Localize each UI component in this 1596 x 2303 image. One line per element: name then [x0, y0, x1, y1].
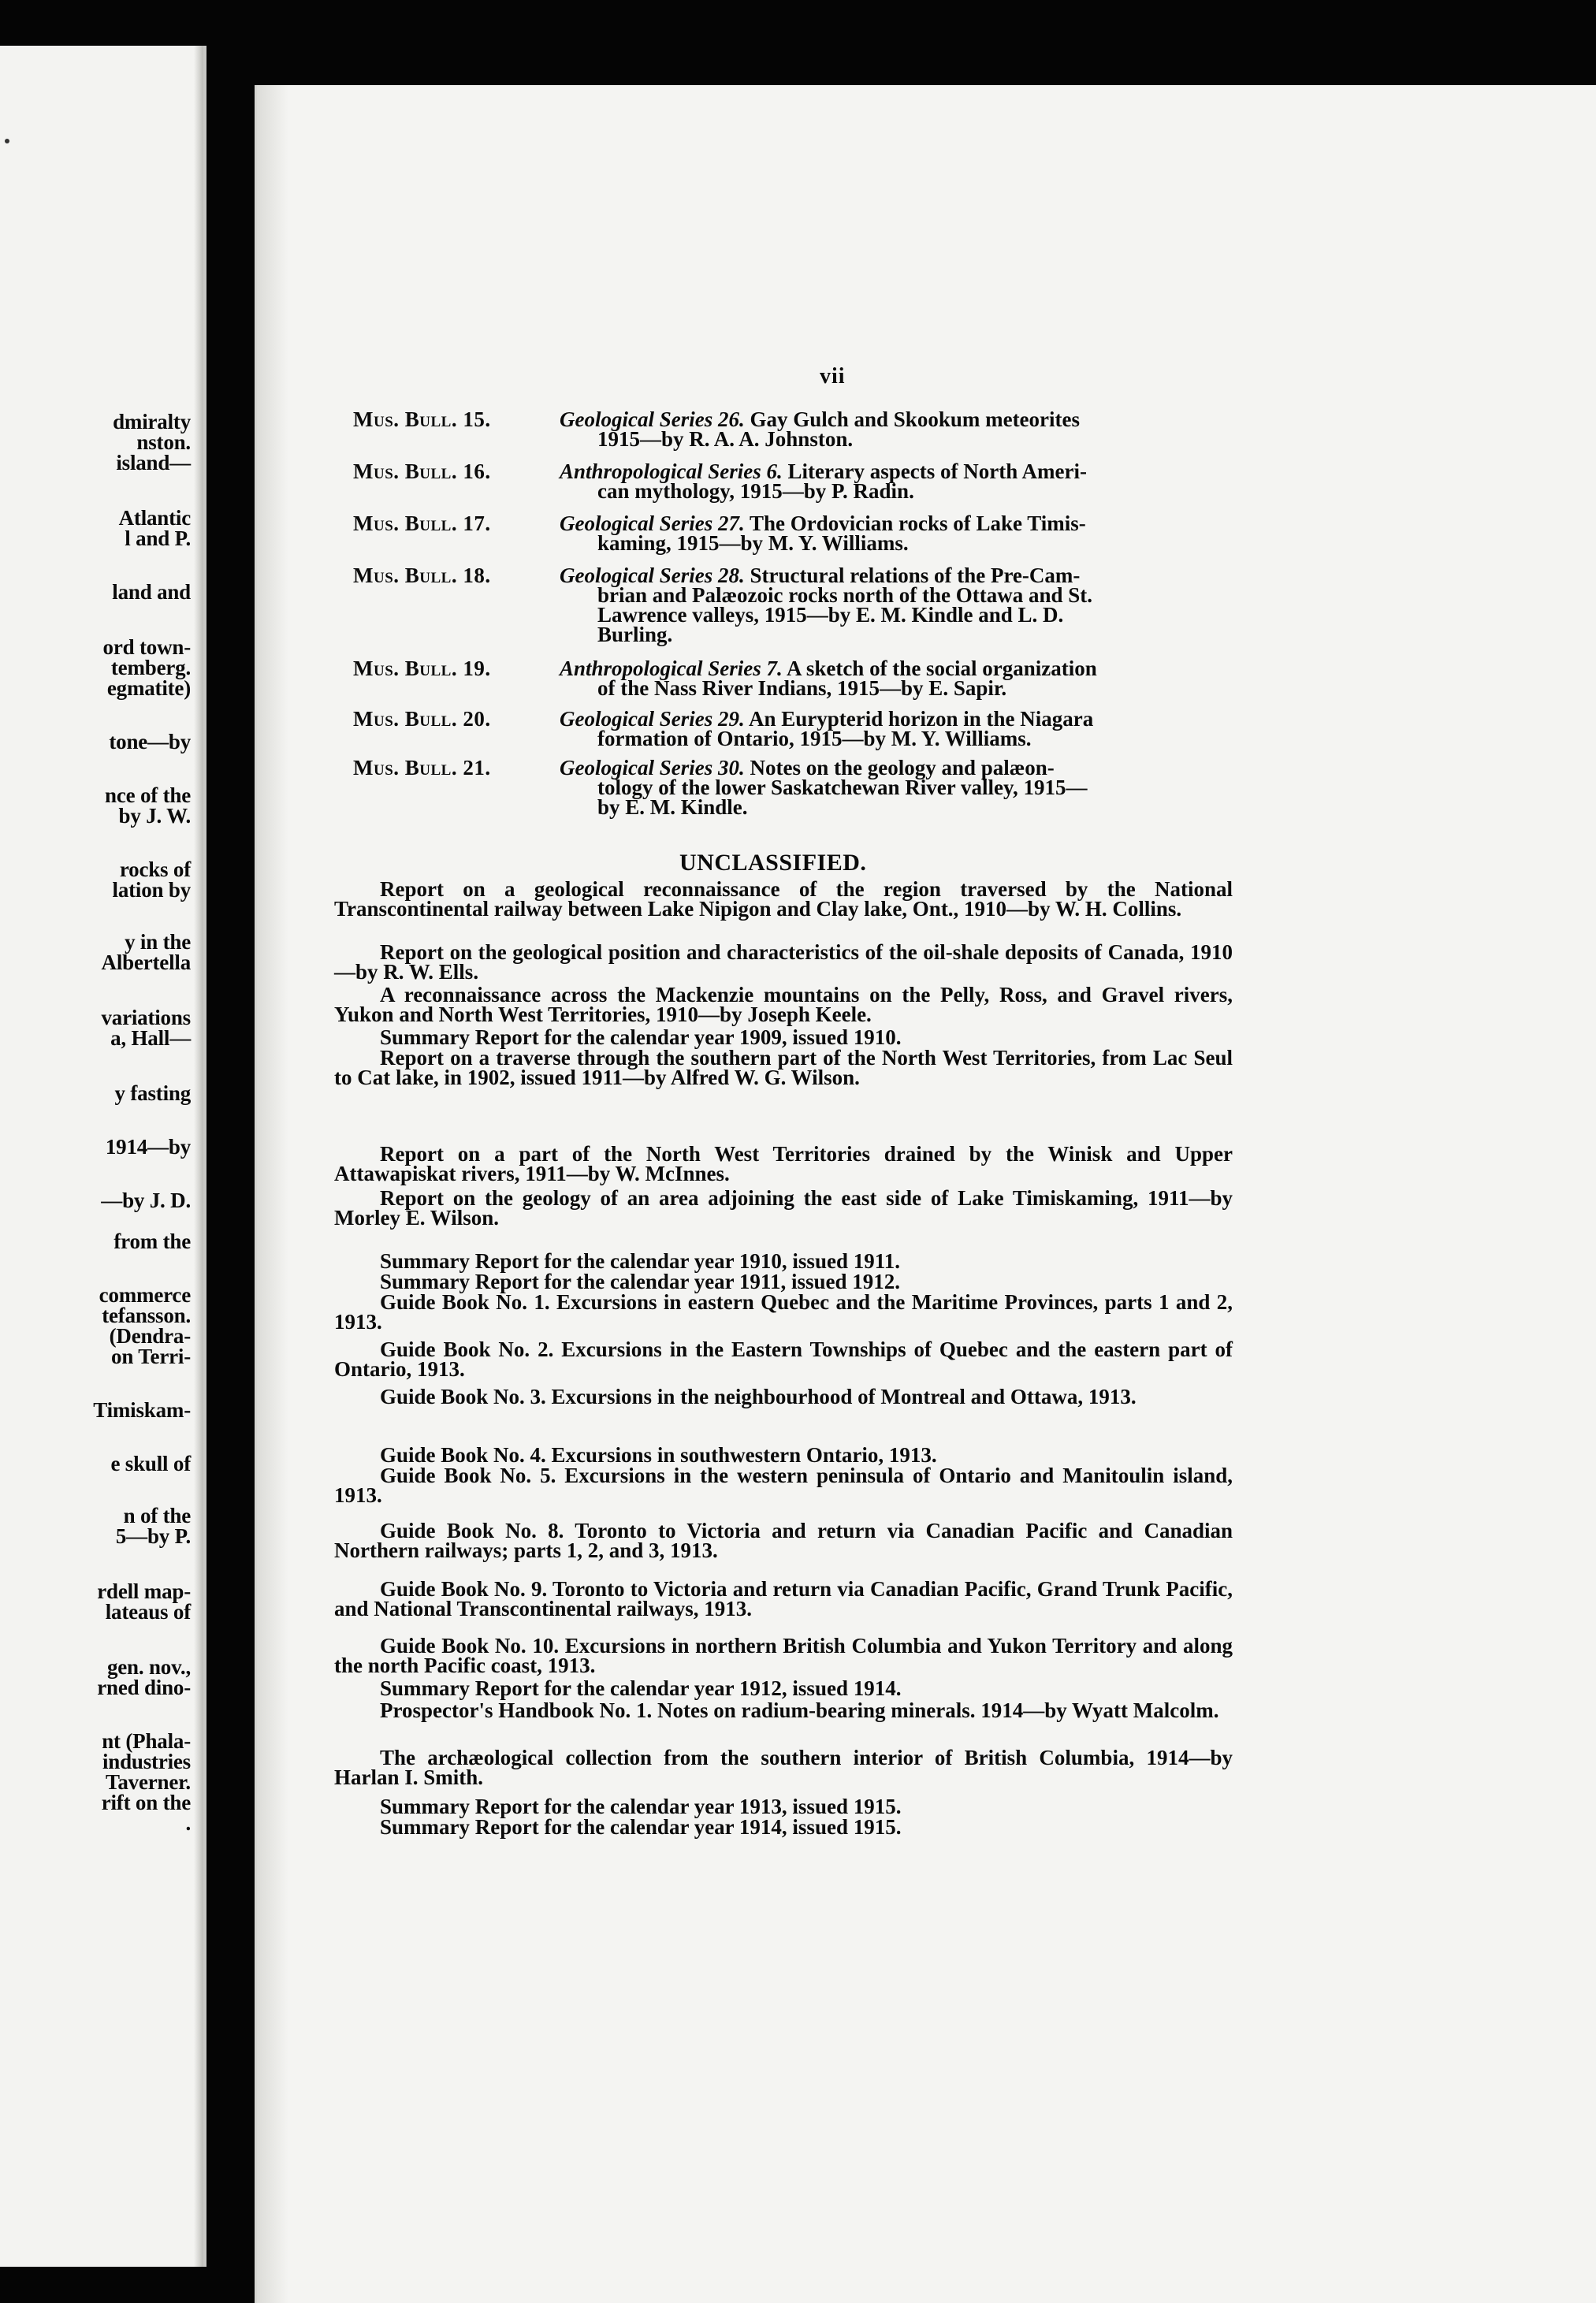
bulletin-title: Structural relations of the Pre-Cam- — [744, 564, 1081, 587]
left-page-line: . — [185, 1811, 191, 1835]
publication-entry: The archæological collection from the southern interior of British Columbia, 1914—by Harlan I. Smith. — [334, 1746, 1233, 1789]
left-page-line: rocks of — [119, 858, 191, 881]
left-page-line: from the — [113, 1230, 191, 1253]
bulletin-continuation: kaming, 1915—by M. Y. Williams. — [597, 531, 909, 555]
left-page-line: nt (Phala- — [102, 1729, 191, 1753]
left-page-fragment — [0, 46, 206, 2267]
series-name: Anthropological Series 7. — [560, 657, 783, 680]
bulletin-ref: Mus. Bull. 15. — [353, 407, 491, 431]
bulletin-body — [560, 758, 1267, 817]
bulletin-continuation: of the Nass River Indians, 1915—by E. Sapir. — [597, 676, 1007, 700]
bulletin-continuation: brian and Palæozoic rocks north of the Ottawa and St. — [597, 583, 1093, 607]
bulletin-continuation: can mythology, 1915—by P. Radin. — [597, 479, 914, 503]
bulletin-body — [560, 514, 1267, 553]
publication-entry: Guide Book No. 8. Toronto to Victoria and return via Canadian Pacific and Canadian Northern railways; parts 1, 2, and 3, 1913. — [334, 1519, 1233, 1562]
publication-entry: Guide Book No. 9. Toronto to Victoria and return via Canadian Pacific, Grand Trunk Pacific, and National Transcontinental railways, 1913. — [334, 1577, 1233, 1620]
publication-entry: Report on a traverse through the southern part of the North West Territories, from Lac Seul to Cat lake, in 1902, issued 1911—by Alfred W. G. Wilson. — [334, 1046, 1233, 1089]
publication-entry: Report on a geological reconnaissance of the region traversed by the National Transcontinental railway between Lake Nipigon and Clay lake, Ont., 1910—by W. H. Collins. — [334, 877, 1233, 921]
left-page-line: y in the — [125, 930, 191, 954]
bulletin-title: An Eurypterid horizon in the Niagara — [744, 707, 1094, 731]
left-page-line: Atlantic — [118, 506, 191, 530]
series-name: Geological Series 26. — [560, 407, 745, 431]
publication-entry: Guide Book No. 4. Excursions in southwestern Ontario, 1913. — [380, 1443, 937, 1467]
bulletin-continuation: 1915—by R. A. A. Johnston. — [597, 427, 854, 451]
bulletin-body — [560, 407, 1267, 451]
left-page-line: on Terri- — [111, 1345, 191, 1368]
page-number: vii — [820, 364, 846, 389]
left-page-line: industries — [102, 1750, 191, 1773]
left-page-line: l and P. — [125, 526, 191, 550]
bulletin-title: Notes on the geology and palæon- — [744, 756, 1055, 779]
bulletin-body — [560, 709, 1267, 749]
bulletin-body — [560, 459, 1267, 503]
publication-entry: Guide Book No. 10. Excursions in northern British Columbia and Yukon Territory and along the north Pacific coast, 1913. — [334, 1634, 1233, 1677]
bulletin-title: Literary aspects of North Ameri- — [782, 459, 1087, 483]
left-page-line: (Dendra- — [109, 1324, 191, 1348]
bulletin-body — [560, 659, 1267, 698]
left-page-line: n of the — [123, 1504, 191, 1527]
left-page-line: rned dino- — [97, 1676, 191, 1699]
bulletin-ref: Mus. Bull. 19. — [353, 657, 491, 680]
publication-entry: Summary Report for the calendar year 1909, issued 1910. — [380, 1025, 902, 1049]
left-page-line: nce of the — [105, 783, 191, 807]
publication-entry: Guide Book No. 1. Excursions in eastern Quebec and the Maritime Provinces, parts 1 and 2, 1913. — [334, 1290, 1233, 1334]
publication-entry: Summary Report for the calendar year 1912, issued 1914. — [380, 1676, 902, 1700]
series-name: Geological Series 30. — [560, 756, 745, 779]
bulletin-body — [560, 566, 1267, 645]
left-page-line: gen. nov., — [106, 1655, 191, 1679]
left-page-line: Albertella — [101, 951, 191, 974]
series-name: Geological Series 29. — [560, 707, 745, 731]
publication-entry: Summary Report for the calendar year 1911, issued 1912. — [380, 1270, 900, 1293]
left-page-line: —by J. D. — [101, 1189, 191, 1212]
left-page-line: lateaus of — [105, 1600, 191, 1624]
bulletin-continuation: tology of the lower Saskatchewan River valley, 1915— — [597, 776, 1088, 799]
left-page-line: tefansson. — [102, 1304, 191, 1327]
bulletin-continuation: Lawrence valleys, 1915—by E. M. Kindle and L. D. — [597, 603, 1064, 627]
section-heading: UNCLASSIFIED. — [679, 850, 867, 876]
left-page-line: ord town- — [102, 635, 191, 659]
publication-entry: Report on a part of the North West Territories drained by the Winisk and Upper Attawapiskat rivers, 1911—by W. McInnes. — [334, 1142, 1233, 1185]
left-page-line: e skull of — [110, 1452, 191, 1475]
bulletin-continuation: Burling. — [597, 623, 673, 646]
left-page-line: 1914—by — [105, 1135, 191, 1159]
left-page-line: island— — [116, 451, 191, 474]
left-page-line: commerce — [99, 1283, 191, 1307]
left-page-line: lation by — [112, 878, 191, 902]
left-page-line: 5—by P. — [115, 1524, 191, 1548]
bulletin-continuation: by E. M. Kindle. — [597, 795, 748, 819]
publication-entry: Report on the geology of an area adjoining the east side of Lake Timiskaming, 1911—by Morley E. Wilson. — [334, 1186, 1233, 1230]
series-name: Anthropological Series 6. — [560, 459, 783, 483]
publication-entry: Summary Report for the calendar year 1913, issued 1915. — [380, 1795, 902, 1818]
left-page-line: Timiskam- — [93, 1398, 191, 1422]
publication-entry: Report on the geological position and characteristics of the oil-shale deposits of Canada, 1910—by R. W. Ells. — [334, 940, 1233, 984]
publication-entry: A reconnaissance across the Mackenzie mountains on the Pelly, Ross, and Gravel rivers, Yukon and North West Territories, 1910—by Joseph Keele. — [334, 983, 1233, 1026]
left-page-line: a, Hall— — [110, 1026, 191, 1050]
bulletin-ref: Mus. Bull. 20. — [353, 707, 491, 731]
left-page-line: nston. — [136, 430, 191, 454]
left-page-line: rdell map- — [97, 1579, 191, 1603]
series-name: Geological Series 28. — [560, 564, 745, 587]
left-page-line: tone—by — [109, 730, 191, 753]
bulletin-title: The Ordovician rocks of Lake Timis- — [744, 512, 1086, 535]
series-name: Geological Series 27. — [560, 512, 745, 535]
left-page-line: rift on the — [101, 1791, 191, 1814]
bulletin-ref: Mus. Bull. 21. — [353, 756, 491, 779]
ink-dot — [5, 139, 9, 143]
left-page-line: egmatite) — [106, 676, 191, 700]
bulletin-continuation: formation of Ontario, 1915—by M. Y. Williams. — [597, 727, 1032, 750]
publication-entry: Guide Book No. 5. Excursions in the western peninsula of Ontario and Manitoulin island, 1913. — [334, 1464, 1233, 1507]
left-page-line: land and — [112, 580, 191, 604]
publication-entry: Summary Report for the calendar year 1910, issued 1911. — [380, 1249, 900, 1273]
bulletin-ref: Mus. Bull. 18. — [353, 564, 491, 587]
binding-shadow — [257, 85, 288, 2303]
publication-entry: Guide Book No. 2. Excursions in the Eastern Townships of Quebec and the eastern part of Ontario, 1913. — [334, 1338, 1233, 1381]
left-page-line: by J. W. — [118, 804, 191, 828]
bulletin-ref: Mus. Bull. 16. — [353, 459, 491, 483]
publication-entry: Summary Report for the calendar year 1914, issued 1915. — [380, 1815, 902, 1839]
left-page-line: variations — [101, 1006, 191, 1029]
left-page-line: y fasting — [114, 1081, 191, 1105]
bulletin-ref: Mus. Bull. 17. — [353, 512, 491, 535]
page-edge-shadow — [194, 46, 203, 2267]
left-page-line: dmiralty — [113, 410, 191, 433]
publication-entry: Prospector's Handbook No. 1. Notes on radium-bearing minerals. 1914—by Wyatt Malcolm. — [380, 1698, 1219, 1722]
bulletin-title: A sketch of the social organization — [782, 657, 1097, 680]
bulletin-title: Gay Gulch and Skookum meteorites — [744, 407, 1081, 431]
left-page-line: Taverner. — [106, 1770, 191, 1794]
left-page-line: temberg. — [110, 656, 191, 679]
publication-entry: Guide Book No. 3. Excursions in the neighbourhood of Montreal and Ottawa, 1913. — [380, 1385, 1137, 1408]
